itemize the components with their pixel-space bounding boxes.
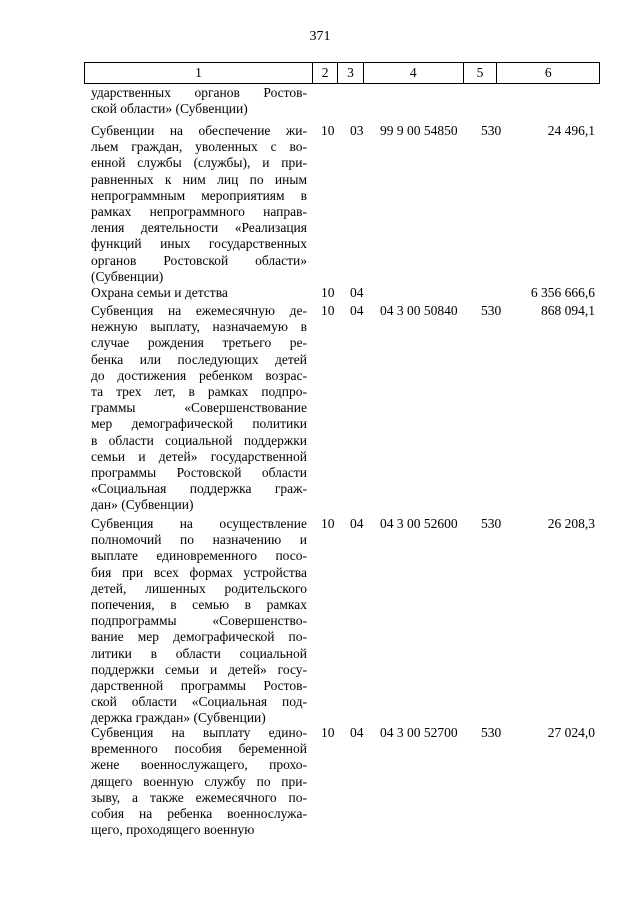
description-line: семьи и детей» государственной [91, 448, 307, 464]
description-line: литики в области социальной [91, 645, 307, 661]
description-line: выплате единовременного посо- [91, 548, 307, 564]
description-line: временного пособия беременной [91, 741, 307, 757]
target-article-code: 04 3 00 50840 [380, 303, 458, 318]
description-line: (Субвенции) [91, 268, 164, 284]
row-description [91, 725, 307, 838]
header-col-4: 4 [364, 63, 464, 83]
amount-value: 6 356 666,6 [530, 285, 595, 300]
description-line: енной службы (службы), и при- [91, 155, 307, 171]
row-description [91, 85, 307, 117]
description-line: Субвенция на ежемесячную де- [91, 303, 307, 318]
description-line: поддержки семьи и детей» госу- [91, 661, 307, 677]
description-line: щего, проходящего военную [91, 822, 255, 838]
description-line: граммы «Совершенствование [91, 400, 307, 416]
description-line: функций иных государственных [91, 236, 307, 252]
description-line: детей, лишенных родительского [91, 580, 307, 596]
description-line: мер демографической политики [91, 416, 307, 432]
description-line: подпрограммы «Совершенство- [91, 613, 307, 629]
description-line: держка граждан» (Субвенции) [91, 710, 266, 726]
description-line: Субвенция на осуществление [91, 516, 307, 531]
description-line: та трех лет, в рамках подпро- [91, 383, 307, 399]
description-line: программы Ростовской области [91, 464, 307, 480]
description-line: непрограммным мероприятиям в [91, 187, 307, 203]
target-article-code: 99 9 00 54850 [380, 123, 458, 138]
description-line: органов Ростовской области» [91, 252, 307, 268]
section-code: 10 [321, 285, 335, 300]
target-article-code: 04 3 00 52700 [380, 725, 458, 740]
expense-type-code: 530 [481, 123, 502, 138]
subsection-code: 03 [350, 123, 364, 138]
description-line: дящего военную службу по при- [91, 773, 307, 789]
amount-value: 26 208,3 [547, 516, 595, 531]
subsection-code: 04 [350, 516, 364, 531]
header-col-1: 1 [85, 63, 313, 83]
description-line: попечения, в семью в рамках [91, 596, 307, 612]
row-description [91, 516, 307, 726]
description-line: ления деятельности «Реализация [91, 220, 307, 236]
row-description [91, 285, 307, 301]
description-line: Охрана семьи и детства [91, 285, 228, 300]
table-header [84, 62, 600, 84]
page-number: 371 [309, 29, 331, 44]
header-col-5: 5 [464, 63, 498, 83]
description-line: ской области» (Субвенции) [91, 101, 248, 117]
subsection-code: 04 [350, 725, 364, 740]
expense-type-code: 530 [481, 516, 502, 531]
description-line: собия на ребенка военнослужа- [91, 805, 307, 821]
subsection-code: 04 [350, 285, 364, 300]
description-line: рамках непрограммного направ- [91, 203, 307, 219]
description-line: в области социальной поддержки [91, 432, 307, 448]
description-line: ской области «Социальная под- [91, 694, 307, 710]
section-code: 10 [321, 516, 335, 531]
description-line: до достижения ребенком возрас- [91, 367, 307, 383]
expense-type-code: 530 [481, 303, 502, 318]
description-line: Субвенции на обеспечение жи- [91, 123, 307, 138]
amount-value: 24 496,1 [547, 123, 595, 138]
row-description [91, 303, 307, 513]
description-line: льем граждан, уволенных с во- [91, 139, 307, 155]
description-line: бенка или последующих детей [91, 351, 307, 367]
description-line: ударственных органов Ростов- [91, 85, 307, 100]
description-line: «Социальная поддержка граж- [91, 481, 307, 497]
section-code: 10 [321, 303, 335, 318]
header-col-2: 2 [313, 63, 338, 83]
amount-value: 27 024,0 [547, 725, 595, 740]
section-code: 10 [321, 725, 335, 740]
header-col-6: 6 [544, 65, 552, 80]
description-line: случае рождения третьего ре- [91, 335, 307, 351]
row-description [91, 123, 307, 285]
description-line: зыву, а также ежемесячного по- [91, 789, 307, 805]
description-line: Субвенция на выплату едино- [91, 725, 307, 740]
description-line: дан» (Субвенции) [91, 497, 194, 513]
description-line: равненных к ним лиц по иным [91, 171, 307, 187]
section-code: 10 [321, 123, 335, 138]
description-line: вание мер демографической по- [91, 629, 307, 645]
description-line: жене военнослужащего, прохо- [91, 757, 307, 773]
target-article-code: 04 3 00 52600 [380, 516, 458, 531]
description-line: нежную выплату, назначаемую в [91, 319, 307, 335]
expense-type-code: 530 [481, 725, 502, 740]
description-line: полномочий по назначению и [91, 532, 307, 548]
description-line: дарственной программы Ростов- [91, 677, 307, 693]
description-line: бия при всех формах устройства [91, 564, 307, 580]
header-col-3: 3 [338, 63, 364, 83]
subsection-code: 04 [350, 303, 364, 318]
amount-value: 868 094,1 [541, 303, 595, 318]
